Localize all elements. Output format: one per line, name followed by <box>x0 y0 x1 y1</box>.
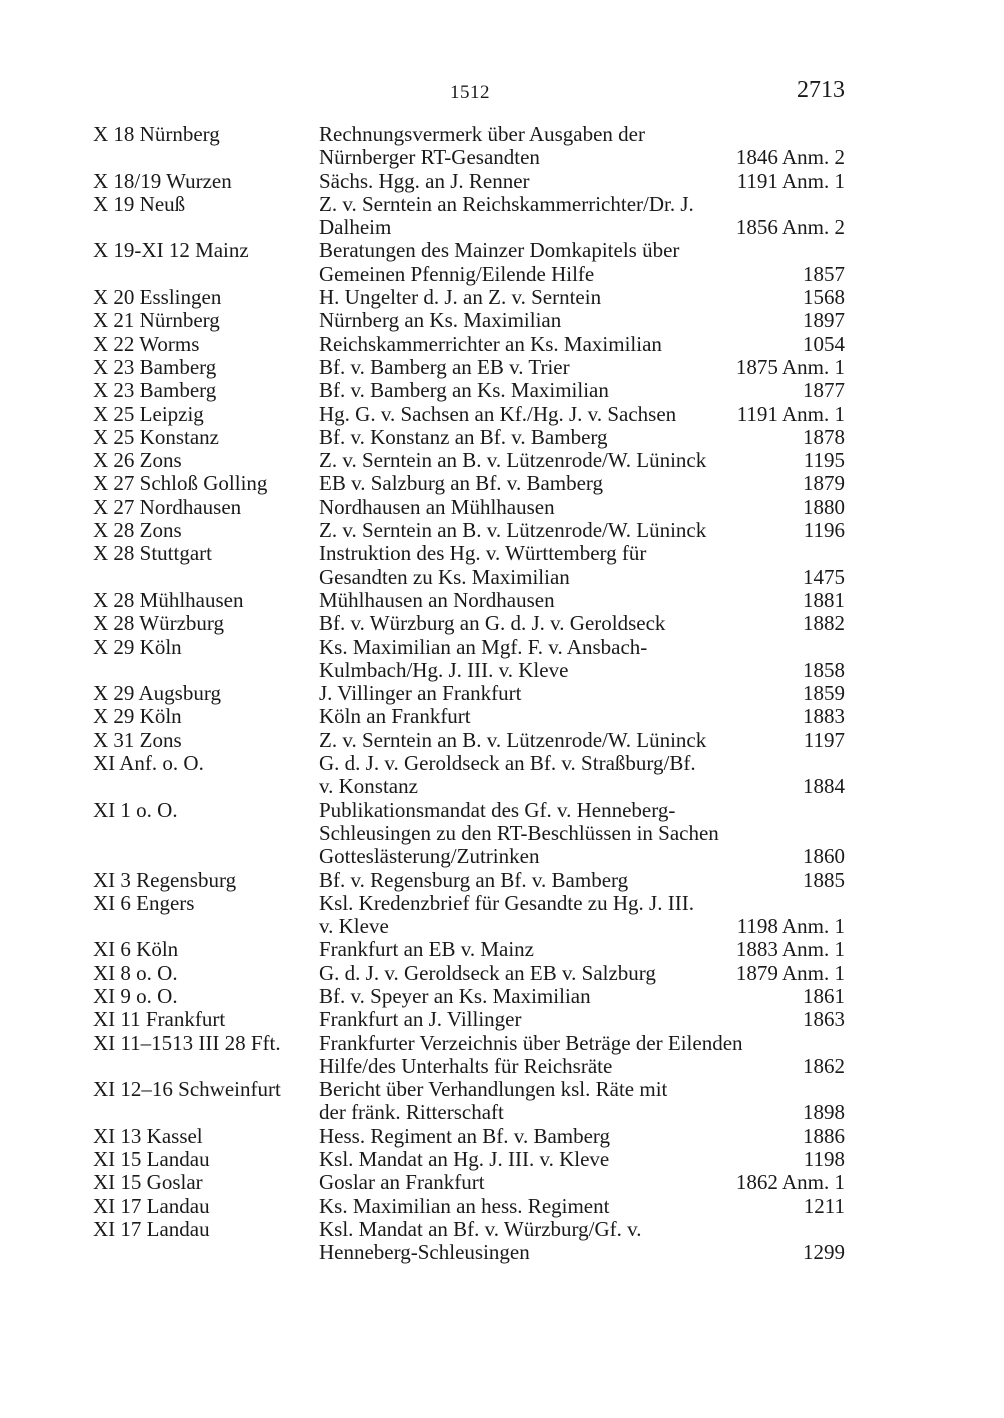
entry-date-place: X 23 Bamberg <box>93 354 217 379</box>
entry-description-line <box>319 1078 845 1101</box>
entry-description-line <box>319 1055 845 1078</box>
entry-description-text: Ksl. Mandat an Bf. v. Würzburg/Gf. v. <box>319 1216 642 1241</box>
register-entry <box>93 612 853 635</box>
entry-description-text: Dalheim <box>319 215 392 240</box>
entry-reference-number: 1299 <box>803 1240 845 1265</box>
entry-description <box>319 962 845 985</box>
entry-description-line <box>319 309 845 332</box>
register-entry <box>93 519 853 542</box>
register-entry <box>93 985 853 1008</box>
entry-description-text: J. Villinger an Frankfurt <box>319 681 522 706</box>
entry-reference-number: 1878 <box>803 424 845 449</box>
entry-date-place: XI 13 Kassel <box>93 1123 203 1148</box>
entry-description-line <box>319 1101 845 1124</box>
entry-description-text: Z. v. Serntein an Reichskammerrichter/Dr. J. <box>319 191 694 216</box>
register-entry <box>93 403 853 426</box>
entry-description <box>319 705 845 728</box>
entry-description-line <box>319 729 845 752</box>
entry-date-place: X 25 Konstanz <box>93 424 219 449</box>
register-entry <box>93 542 853 589</box>
entry-reference-number: 1886 <box>803 1123 845 1148</box>
entry-date-place: X 22 Worms <box>93 331 200 356</box>
entry-description-text: Schleusingen zu den RT-Beschlüssen in Sachen <box>319 820 719 845</box>
entry-description-line <box>319 869 845 892</box>
entry-reference-number: 1897 <box>803 308 845 333</box>
entry-description <box>319 170 845 193</box>
entry-description-line <box>319 146 845 169</box>
entry-description-text: Köln an Frankfurt <box>319 704 471 729</box>
register-entry <box>93 449 853 472</box>
entry-reference-number: 1475 <box>803 564 845 589</box>
entry-description <box>319 309 845 332</box>
entry-description-text: Hess. Regiment an Bf. v. Bamberg <box>319 1123 611 1148</box>
register-entry <box>93 379 853 402</box>
entry-description-text: Nürnberger RT-Gesandten <box>319 145 540 170</box>
entry-description-text: Gotteslästerung/Zutrinken <box>319 844 540 869</box>
entry-reference-number: 1880 <box>803 494 845 519</box>
entry-date-place: X 26 Zons <box>93 448 182 473</box>
entry-description <box>319 752 845 799</box>
entry-date-place: XI Anf. o. O. <box>93 751 204 776</box>
entry-reference-number: 1211 <box>803 1193 845 1218</box>
entry-description <box>319 869 845 892</box>
entry-description-text: Beratungen des Mainzer Domkapitels über <box>319 238 680 263</box>
entry-description-line <box>319 962 845 985</box>
register-entry <box>93 682 853 705</box>
entry-description-line <box>319 1195 845 1218</box>
entry-reference-number: 1898 <box>803 1100 845 1125</box>
entry-description-text: Nürnberg an Ks. Maximilian <box>319 308 562 333</box>
entry-description <box>319 612 845 635</box>
entry-description-text: Ksl. Kredenzbrief für Gesandte zu Hg. J. III. <box>319 890 694 915</box>
entry-description-line <box>319 286 845 309</box>
register-entry <box>93 869 853 892</box>
entry-date-place: X 29 Augsburg <box>93 681 221 706</box>
entry-description-line <box>319 193 845 216</box>
register-entry <box>93 472 853 495</box>
entry-description <box>319 1008 845 1031</box>
entry-description <box>319 636 845 683</box>
entry-date-place: X 28 Würzburg <box>93 611 225 636</box>
entry-description-text: Hilfe/des Unterhalts für Reichsräte <box>319 1053 613 1078</box>
entry-date-place: X 31 Zons <box>93 727 182 752</box>
entry-reference-number: 1196 <box>803 518 845 543</box>
running-head-year: 1512 <box>450 82 490 103</box>
entry-date-place: X 27 Nordhausen <box>93 494 242 519</box>
entry-reference-number: 1198 Anm. 1 <box>736 914 845 939</box>
entry-description-line <box>319 892 845 915</box>
entry-description-text: Ksl. Mandat an Hg. J. III. v. Kleve <box>319 1147 610 1172</box>
entry-date-place: X 25 Leipzig <box>93 401 204 426</box>
entry-description-line <box>319 682 845 705</box>
entry-reference-number: 1846 Anm. 2 <box>735 145 845 170</box>
entry-description-text: Goslar an Frankfurt <box>319 1170 485 1195</box>
entry-date-place: X 29 Köln <box>93 634 182 659</box>
entry-description <box>319 589 845 612</box>
register-entry <box>93 962 853 985</box>
entry-date-place: X 28 Mühlhausen <box>93 587 244 612</box>
entry-date-place: X 29 Köln <box>93 704 182 729</box>
register-entry <box>93 1125 853 1148</box>
entry-description-line <box>319 752 845 775</box>
entry-description <box>319 729 845 752</box>
entry-description-line <box>319 239 845 262</box>
entry-description-text: Frankfurt an J. Villinger <box>319 1007 522 1032</box>
entry-description-text: Mühlhausen an Nordhausen <box>319 587 555 612</box>
register-entry <box>93 496 853 519</box>
entry-description-text: Ks. Maximilian an hess. Regiment <box>319 1193 610 1218</box>
entry-description <box>319 519 845 542</box>
entry-reference-number: 1054 <box>803 331 845 356</box>
register-entry <box>93 636 853 683</box>
entry-description-text: der fränk. Ritterschaft <box>319 1100 504 1125</box>
entry-reference-number: 1858 <box>803 657 845 682</box>
register-entry <box>93 1218 853 1265</box>
register-entry <box>93 309 853 332</box>
entry-description <box>319 239 845 286</box>
entry-description-text: Publikationsmandat des Gf. v. Henneberg- <box>319 797 676 822</box>
register-list <box>93 123 853 1265</box>
entry-description <box>319 356 845 379</box>
entry-description-text: Bf. v. Bamberg an EB v. Trier <box>319 354 570 379</box>
entry-description-text: Z. v. Serntein an B. v. Lützenrode/W. Lüninck <box>319 518 707 543</box>
entry-date-place: XI 15 Goslar <box>93 1170 203 1195</box>
entry-description <box>319 1078 845 1125</box>
entry-description <box>319 1032 845 1079</box>
entry-description <box>319 472 845 495</box>
register-entry <box>93 1008 853 1031</box>
entry-description-text: Bf. v. Würzburg an G. d. J. v. Geroldseck <box>319 611 666 636</box>
entry-description <box>319 799 845 869</box>
entry-description <box>319 542 845 589</box>
entry-description <box>319 1171 845 1194</box>
entry-description-line <box>319 1008 845 1031</box>
entry-description-line <box>319 636 845 659</box>
entry-description-text: Z. v. Serntein an B. v. Lützenrode/W. Lüninck <box>319 448 707 473</box>
entry-description-line <box>319 822 845 845</box>
entry-description-text: Bericht über Verhandlungen ksl. Räte mit <box>319 1077 668 1102</box>
entry-description-line <box>319 612 845 635</box>
entry-description <box>319 1148 845 1171</box>
entry-description-text: Bf. v. Speyer an Ks. Maximilian <box>319 983 591 1008</box>
entry-reference-number: 1861 <box>803 983 845 1008</box>
register-entry <box>93 1032 853 1079</box>
entry-date-place: XI 3 Regensburg <box>93 867 237 892</box>
register-entry <box>93 1195 853 1218</box>
entry-description <box>319 286 845 309</box>
entry-description-line <box>319 403 845 426</box>
register-entry <box>93 799 853 869</box>
entry-description <box>319 193 845 240</box>
register-entry <box>93 426 853 449</box>
entry-description-text: Nordhausen an Mühlhausen <box>319 494 555 519</box>
entry-description-line <box>319 1171 845 1194</box>
entry-date-place: XI 6 Köln <box>93 937 179 962</box>
entry-description-line <box>319 472 845 495</box>
entry-reference-number: 1875 Anm. 1 <box>735 354 845 379</box>
entry-description-line <box>319 496 845 519</box>
register-entry <box>93 193 853 240</box>
entry-description <box>319 1195 845 1218</box>
register-entry <box>93 729 853 752</box>
entry-description <box>319 449 845 472</box>
entry-description <box>319 1218 845 1265</box>
entry-description-line <box>319 170 845 193</box>
entry-date-place: XI 1 o. O. <box>93 797 178 822</box>
entry-description-text: Z. v. Serntein an B. v. Lützenrode/W. Lüninck <box>319 727 707 752</box>
register-entry <box>93 123 853 170</box>
entry-description-text: v. Kleve <box>319 914 389 939</box>
entry-description-line <box>319 566 845 589</box>
entry-description-text: Sächs. Hgg. an J. Renner <box>319 168 530 193</box>
entry-description-line <box>319 333 845 356</box>
register-entry <box>93 705 853 728</box>
entry-description-text: Rechnungsvermerk über Ausgaben der <box>319 122 645 146</box>
register-entry <box>93 589 853 612</box>
entry-reference-number: 1568 <box>803 285 845 310</box>
entry-description <box>319 426 845 449</box>
entry-date-place: XI 17 Landau <box>93 1193 210 1218</box>
entry-description-text: Ks. Maximilian an Mgf. F. v. Ansbach- <box>319 634 648 659</box>
entry-reference-number: 1863 <box>803 1007 845 1032</box>
entry-description-line <box>319 379 845 402</box>
entry-description <box>319 682 845 705</box>
register-entry <box>93 1171 853 1194</box>
entry-description-text: H. Ungelter d. J. an Z. v. Serntein <box>319 285 602 310</box>
entry-date-place: XI 11 Frankfurt <box>93 1007 226 1032</box>
entry-reference-number: 1859 <box>803 681 845 706</box>
entry-date-place: XI 9 o. O. <box>93 983 178 1008</box>
entry-description-line <box>319 216 845 239</box>
entry-description-line <box>319 659 845 682</box>
entry-description <box>319 892 845 939</box>
register-entry <box>93 1078 853 1125</box>
entry-reference-number: 1879 Anm. 1 <box>735 960 845 985</box>
entry-description-line <box>319 589 845 612</box>
entry-date-place: X 21 Nürnberg <box>93 308 220 333</box>
entry-reference-number: 1881 <box>803 587 845 612</box>
entry-description-line <box>319 356 845 379</box>
page-number: 2713 <box>797 77 845 103</box>
entry-reference-number: 1191 Anm. 1 <box>736 168 845 193</box>
entry-description-line <box>319 1218 845 1241</box>
entry-description-text: Henneberg-Schleusingen <box>319 1240 530 1265</box>
entry-description <box>319 1125 845 1148</box>
register-entry <box>93 170 853 193</box>
register-entry <box>93 286 853 309</box>
entry-description-line <box>319 845 845 868</box>
entry-description-line <box>319 705 845 728</box>
entry-description-line <box>319 985 845 1008</box>
entry-description-text: Gesandten zu Ks. Maximilian <box>319 564 570 589</box>
register-entry <box>93 752 853 799</box>
entry-date-place: XI 15 Landau <box>93 1147 210 1172</box>
entry-description-text: G. d. J. v. Geroldseck an EB v. Salzburg <box>319 960 656 985</box>
entry-description-line <box>319 915 845 938</box>
entry-description <box>319 985 845 1008</box>
entry-reference-number: 1885 <box>803 867 845 892</box>
entry-description-line <box>319 775 845 798</box>
entry-description-line <box>319 263 845 286</box>
entry-reference-number: 1862 <box>803 1053 845 1078</box>
entry-description-line <box>319 426 845 449</box>
entry-date-place: X 18 Nürnberg <box>93 122 220 146</box>
entry-description <box>319 379 845 402</box>
entry-description-text: Hg. G. v. Sachsen an Kf./Hg. J. v. Sachsen <box>319 401 677 426</box>
entry-description-line <box>319 1125 845 1148</box>
register-entry <box>93 892 853 939</box>
entry-reference-number: 1856 Anm. 2 <box>735 215 845 240</box>
entry-reference-number: 1884 <box>803 774 845 799</box>
entry-date-place: XI 12–16 Schweinfurt <box>93 1077 281 1102</box>
entry-reference-number: 1860 <box>803 844 845 869</box>
entry-reference-number: 1191 Anm. 1 <box>736 401 845 426</box>
register-entry <box>93 356 853 379</box>
entry-description-text: Instruktion des Hg. v. Württemberg für <box>319 541 647 566</box>
entry-description-text: Frankfurt an EB v. Mainz <box>319 937 535 962</box>
entry-date-place: XI 11–1513 III 28 Fft. <box>93 1030 281 1055</box>
entry-description <box>319 123 845 170</box>
entry-description-text: Bf. v. Regensburg an Bf. v. Bamberg <box>319 867 629 892</box>
entry-description-text: Gemeinen Pfennig/Eilende Hilfe <box>319 261 595 286</box>
entry-description-text: Kulmbach/Hg. J. III. v. Kleve <box>319 657 569 682</box>
entry-reference-number: 1195 <box>803 448 845 473</box>
entry-description-text: Frankfurter Verzeichnis über Beträge der Eilenden <box>319 1030 743 1055</box>
entry-date-place: X 23 Bamberg <box>93 378 217 403</box>
entry-reference-number: 1883 <box>803 704 845 729</box>
entry-description-text: Bf. v. Bamberg an Ks. Maximilian <box>319 378 609 403</box>
entry-description <box>319 333 845 356</box>
entry-date-place: XI 8 o. O. <box>93 960 178 985</box>
entry-description-line <box>319 519 845 542</box>
entry-date-place: X 28 Stuttgart <box>93 541 212 566</box>
entry-reference-number: 1862 Anm. 1 <box>735 1170 845 1195</box>
entry-description-text: v. Konstanz <box>319 774 418 799</box>
entry-description-line <box>319 1241 845 1264</box>
entry-reference-number: 1882 <box>803 611 845 636</box>
entry-description <box>319 938 845 961</box>
entry-description-line <box>319 542 845 565</box>
entry-description-text: Reichskammerrichter an Ks. Maximilian <box>319 331 662 356</box>
entry-reference-number: 1877 <box>803 378 845 403</box>
entry-description-text: EB v. Salzburg an Bf. v. Bamberg <box>319 471 604 496</box>
entry-date-place: X 19-XI 12 Mainz <box>93 238 249 263</box>
entry-description-line <box>319 449 845 472</box>
entry-reference-number: 1879 <box>803 471 845 496</box>
entry-description-line <box>319 1032 845 1055</box>
entry-description <box>319 403 845 426</box>
entry-date-place: XI 17 Landau <box>93 1216 210 1241</box>
entry-description-line <box>319 799 845 822</box>
entry-date-place: X 18/19 Wurzen <box>93 168 232 193</box>
entry-date-place: X 20 Esslingen <box>93 285 222 310</box>
entry-description-text: G. d. J. v. Geroldseck an Bf. v. Straßburg/Bf. <box>319 751 696 776</box>
entry-reference-number: 1197 <box>803 727 845 752</box>
entry-date-place: X 28 Zons <box>93 518 182 543</box>
entry-description-text: Bf. v. Konstanz an Bf. v. Bamberg <box>319 424 608 449</box>
register-entry <box>93 239 853 286</box>
register-entry <box>93 333 853 356</box>
entry-description <box>319 496 845 519</box>
register-entry <box>93 938 853 961</box>
register-entry <box>93 1148 853 1171</box>
entry-reference-number: 1857 <box>803 261 845 286</box>
entry-reference-number: 1198 <box>803 1147 845 1172</box>
entry-reference-number: 1883 Anm. 1 <box>735 937 845 962</box>
entry-description-line <box>319 938 845 961</box>
entry-date-place: X 19 Neuß <box>93 191 186 216</box>
entry-description-line <box>319 123 845 146</box>
entry-date-place: X 27 Schloß Golling <box>93 471 268 496</box>
entry-date-place: XI 6 Engers <box>93 890 195 915</box>
entry-description-line <box>319 1148 845 1171</box>
